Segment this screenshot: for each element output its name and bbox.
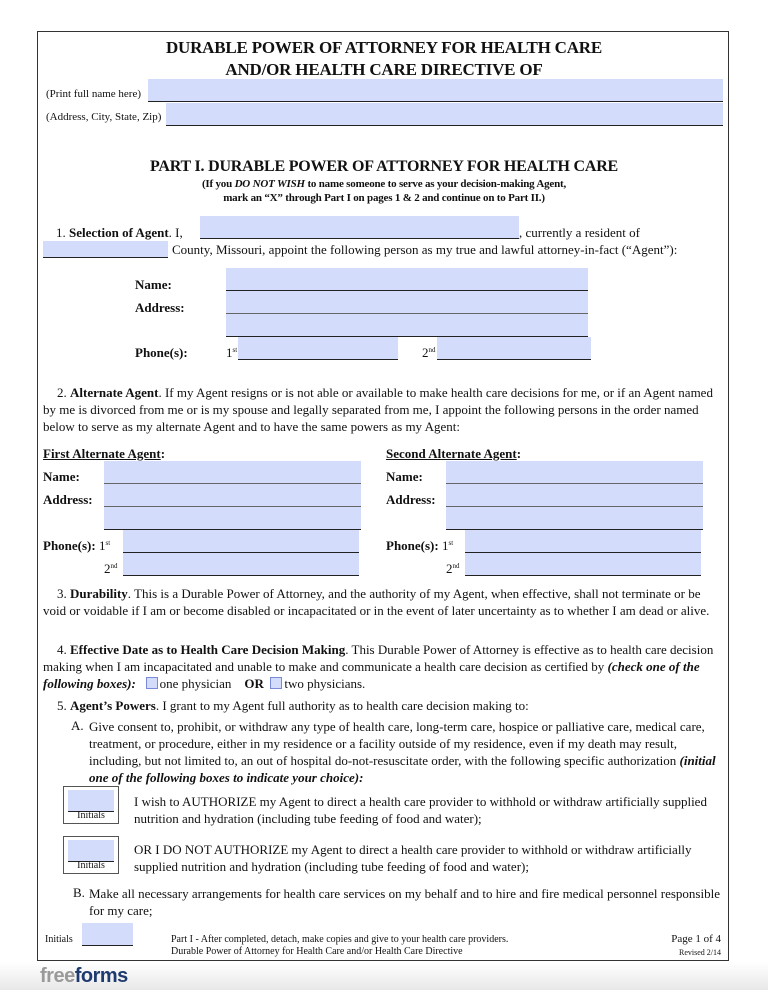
authorize-initials-label: Initials	[77, 810, 105, 821]
one-physician-label: one physician	[159, 676, 232, 691]
or-label: OR	[244, 676, 264, 691]
footer-line1: Part I - After completed, detach, make copies and give to your health care providers.	[171, 934, 509, 945]
footer-initials-label: Initials	[45, 934, 73, 945]
section1-heading: Selection of Agent	[69, 225, 169, 240]
note-prefix: (If you	[201, 178, 235, 190]
authorize-text: I wish to AUTHORIZE my Agent to direct a health care provider to withhold or withdraw artificially supplied nutrition and hydration (including tube feeding of food and water);	[134, 794, 707, 826]
document-page	[37, 31, 729, 961]
document-title-line1: DURABLE POWER OF ATTORNEY FOR HEALTH CARE	[165, 38, 603, 57]
note-emphasis: DO NOT WISH	[234, 178, 305, 190]
second-alt-phone2-field[interactable]	[465, 553, 701, 576]
section3-heading: Durability	[70, 586, 128, 601]
agent-phone-label: Phone(s):	[135, 345, 188, 360]
second-alt-name-field[interactable]	[446, 461, 703, 484]
two-physicians-checkbox[interactable]	[270, 677, 282, 689]
second-alternate-heading: Second Alternate Agent:	[386, 446, 522, 461]
first-alt-phone2-label: 2nd	[104, 561, 118, 576]
part1-heading: PART I. DURABLE POWER OF ATTORNEY FOR HEALTH CARE	[149, 158, 619, 175]
document-title-line2: AND/OR HEALTH CARE DIRECTIVE OF	[225, 60, 543, 79]
section5-intro-text: . I grant to my Agent full authority as to health care decision making to:	[155, 698, 529, 713]
first-alt-address-line1-field[interactable]	[104, 484, 361, 507]
not-authorize-text: OR I DO NOT AUTHORIZE my Agent to direct a health care provider to withhold or withdraw artificially supplied nutrition and hydration (including tube feeding of food and water);	[134, 842, 692, 874]
authorize-initials-box	[63, 786, 119, 824]
section1-intro-text: . I,	[168, 225, 183, 240]
logo-forms: forms	[74, 965, 128, 987]
item-a-letter: A.	[71, 718, 84, 733]
first-alt-address-line2-field[interactable]	[104, 507, 361, 530]
second-alt-address-label: Address:	[386, 492, 436, 507]
section4-heading: Effective Date as to Health Care Decision Making	[70, 642, 346, 657]
agent-phone2-label: 2nd	[422, 345, 436, 360]
agent-address-line1-field[interactable]	[226, 291, 588, 314]
agent-phone1-label: 1st	[226, 345, 238, 360]
county-text: County, Missouri, appoint the following person as my true and lawful attorney-in-fact (“Agent”):	[172, 242, 678, 257]
first-alternate-heading: First Alternate Agent:	[43, 446, 166, 461]
first-alt-phone-label: Phone(s): 1st	[43, 538, 111, 553]
page-number: Page 1 of 4	[671, 933, 721, 945]
section5-number: 5.	[57, 698, 67, 713]
revised-date: Revised 2/14	[679, 948, 721, 957]
item-b-body: Make all necessary arrangements for health care services on my behalf and to hire and fire medical personnel responsible for my care;	[89, 886, 720, 918]
section2-number: 2.	[57, 385, 67, 400]
print-name-field[interactable]	[148, 79, 723, 102]
address-label: (Address, City, State, Zip)	[46, 111, 162, 123]
section4-paragraph	[43, 641, 725, 692]
second-alt-address-line1-field[interactable]	[446, 484, 703, 507]
section4-check-instruction: (check one of the following boxes):	[43, 659, 700, 691]
section3-body: . This is a Durable Power of Attorney, and the authority of my Agent, when effective, shall not terminate or be void or voidable if I am or become disabled or incapacitated or in the event of later uncertainty as to whether I am dead or alive.	[43, 586, 710, 618]
section5-heading: Agent’s Powers	[70, 698, 156, 713]
section1-intro	[56, 225, 183, 241]
section3-paragraph	[43, 585, 725, 619]
logo-free: free	[40, 965, 75, 987]
first-alt-name-field[interactable]	[104, 461, 361, 484]
resident-text: , currently a resident of	[519, 225, 640, 240]
section2-paragraph	[43, 384, 725, 435]
first-alt-phone1-field[interactable]	[123, 530, 359, 553]
agent-address-label: Address:	[135, 300, 185, 315]
section4-number: 4.	[57, 642, 67, 657]
second-alt-phone1-field[interactable]	[465, 530, 701, 553]
part1-note-line2: mark an “X” through Part I on pages 1 & 2 and continue on to Part II.)	[223, 192, 545, 204]
freeforms-logo	[40, 965, 128, 988]
agent-name-field[interactable]	[226, 268, 588, 291]
one-physician-checkbox[interactable]	[146, 677, 158, 689]
section3-number: 3.	[57, 586, 67, 601]
address-field[interactable]	[166, 103, 723, 126]
declarant-name-field[interactable]	[200, 216, 519, 239]
second-alt-phone2-label: 2nd	[446, 561, 460, 576]
note-suffix: to name someone to serve as your decision-making Agent,	[304, 178, 567, 190]
part1-note-line1	[38, 178, 730, 190]
second-alt-phone-label: Phone(s): 1st	[386, 538, 454, 553]
section5-intro	[57, 698, 529, 714]
item-a-paragraph	[89, 718, 725, 786]
two-physicians-label: two physicians.	[284, 676, 366, 691]
not-authorize-initials-label: Initials	[77, 860, 105, 871]
authorize-initials-field[interactable]	[68, 790, 114, 812]
item-a-instruction: (initial one of the following boxes to indicate your choice):	[89, 753, 716, 785]
section1-number: 1.	[56, 225, 66, 240]
agent-phone2-field[interactable]	[437, 337, 591, 360]
section4-body: . This Durable Power of Attorney is effective as to health care decision making when I am incapacitated and unable to make and communicate a health care decision as certified by	[43, 642, 714, 674]
county-field[interactable]	[43, 241, 168, 258]
agent-phone1-field[interactable]	[238, 337, 398, 360]
item-b-letter: B.	[73, 885, 85, 900]
agent-address-line2-field[interactable]	[226, 314, 588, 337]
second-alt-address-line2-field[interactable]	[446, 507, 703, 530]
section2-heading: Alternate Agent	[70, 385, 159, 400]
not-authorize-initials-field[interactable]	[68, 840, 114, 862]
section2-body: . If my Agent resigns or is not able or available to make health care decisions for me, or if an Agent named by me is divorced from me or is my spouse and legally separated from me, I appoint the following persons in the order named below to serve as my alternate Agent and to have the same powers as my Agent:	[43, 385, 713, 434]
footer-initials-field[interactable]	[82, 923, 133, 946]
footer-line2: Durable Power of Attorney for Health Care and/or Health Care Directive	[171, 946, 463, 957]
first-alt-name-label: Name:	[43, 469, 80, 484]
agent-name-label: Name:	[135, 277, 172, 292]
first-alt-phone2-field[interactable]	[123, 553, 359, 576]
not-authorize-initials-box	[63, 836, 119, 874]
item-a-body: Give consent to, prohibit, or withdraw any type of health care, long-term care, hospice or palliative care, medical care, treatment, or procedure, either in my residence or a facility outside of my residence, even if my death may result, including, but not limited to, an out of hospital do-not-resuscitate order, with the following specific authorization	[89, 719, 705, 768]
second-alt-name-label: Name:	[386, 469, 423, 484]
first-alt-address-label: Address:	[43, 492, 93, 507]
print-name-label: (Print full name here)	[46, 88, 141, 100]
